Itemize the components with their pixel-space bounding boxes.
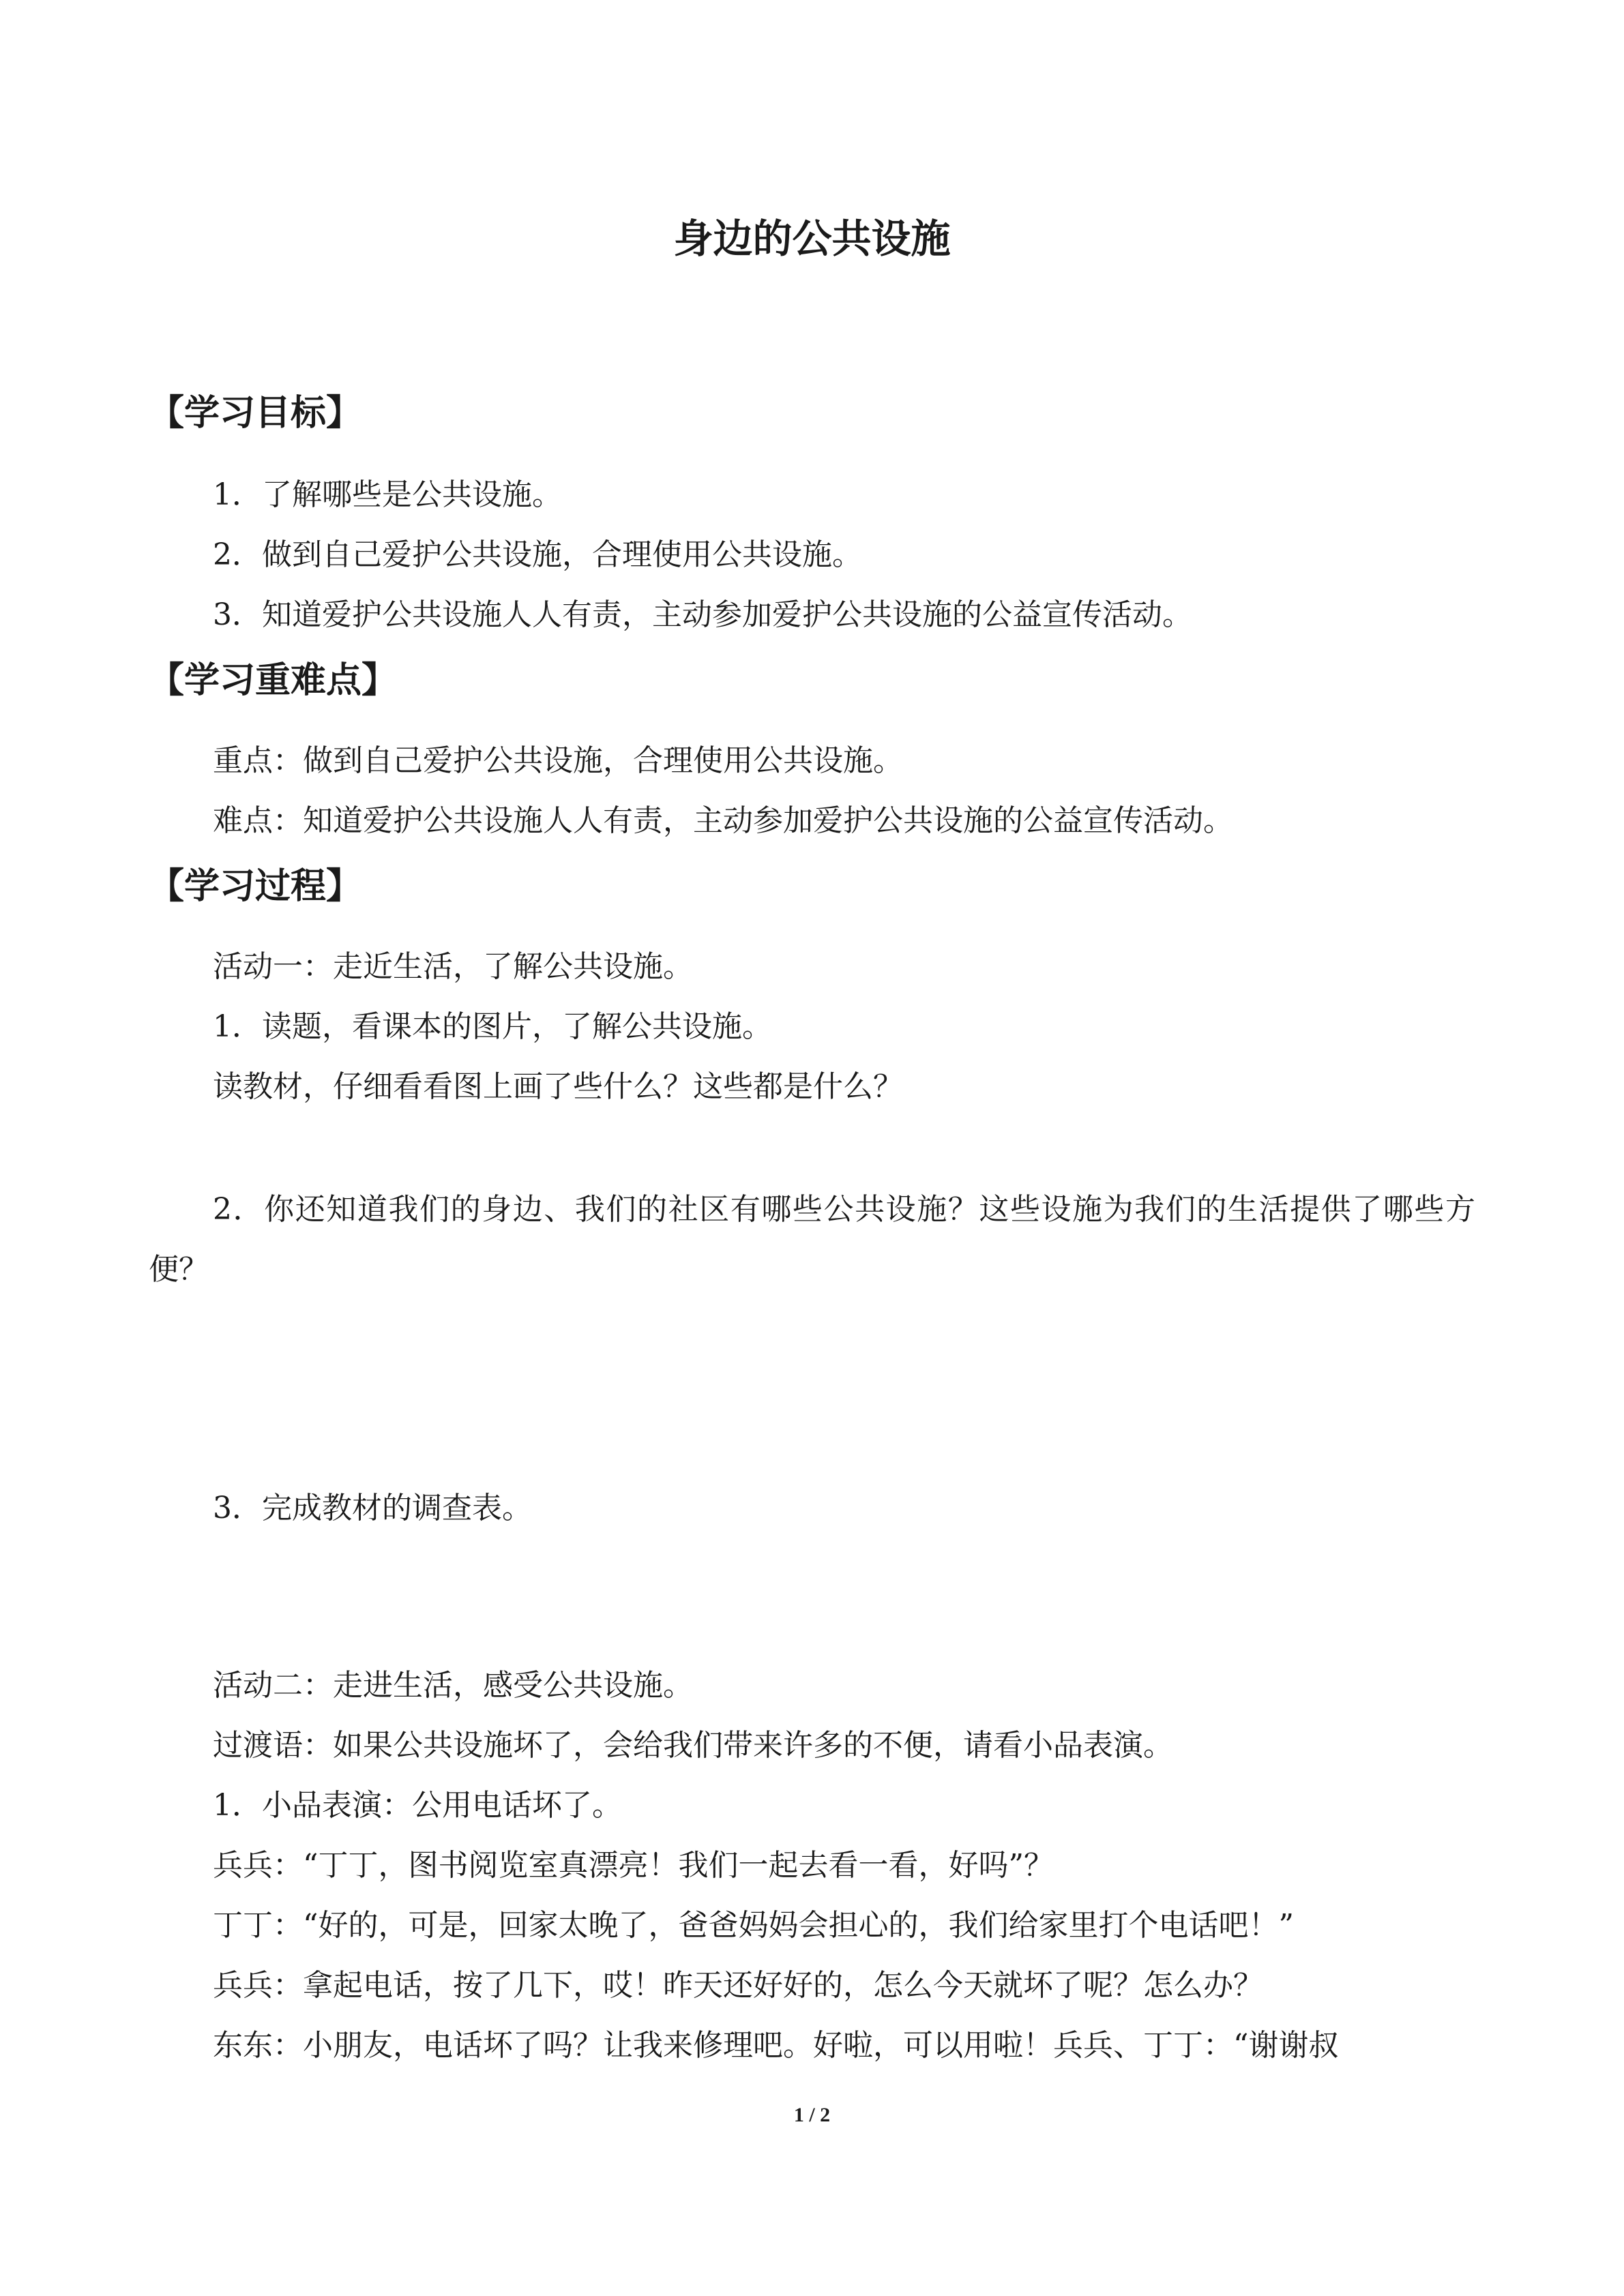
process-heading: 【学习过程】: [149, 866, 362, 907]
activity1-step1: 1．读题，看课本的图片，了解公共设施。: [213, 1009, 772, 1044]
activity2-transition: 过渡语：如果公共设施坏了，会给我们带来许多的不便，请看小品表演。: [213, 1728, 1173, 1763]
key-points-heading: 【学习重难点】: [149, 660, 398, 701]
goal-item-1: 1．了解哪些是公共设施。: [213, 477, 562, 512]
activity2-title: 活动二：走进生活，感受公共设施。: [213, 1668, 693, 1703]
activity1-title: 活动一：走近生活，了解公共设施。: [213, 949, 693, 984]
activity1-step2: 2．你还知道我们的身边、我们的社区有哪些公共设施？这些设施为我们的生活提供了哪些方便？: [149, 1192, 1475, 1287]
dialogue-line-3: 兵兵：拿起电话，按了几下，哎！昨天还好好的，怎么今天就坏了呢？怎么办？: [213, 1968, 1263, 2003]
skit-title: 1．小品表演：公用电话坏了。: [213, 1788, 622, 1823]
page-number: 1 / 2: [793, 2104, 831, 2126]
page-title: 身边的公共设施: [673, 215, 951, 262]
goals-heading: 【学习目标】: [149, 393, 362, 434]
dialogue-line-1: 兵兵：“丁丁，图书阅览室真漂亮！我们一起去看一看，好吗”？: [213, 1848, 1054, 1883]
dialogue-line-2: 丁丁：“好的，可是，回家太晚了，爸爸妈妈会担心的，我们给家里打个电话吧！”: [213, 1908, 1294, 1943]
activity1-step3: 3．完成教材的调查表。: [213, 1491, 532, 1525]
goal-item-3: 3．知道爱护公共设施人人有责，主动参加爱护公共设施的公益宣传活动。: [213, 597, 1192, 632]
goal-item-2: 2．做到自己爱护公共设施，合理使用公共设施。: [213, 537, 862, 572]
key-point-focus: 重点：做到自己爱护公共设施，合理使用公共设施。: [213, 743, 903, 778]
key-point-difficulty: 难点：知道爱护公共设施人人有责，主动参加爱护公共设施的公益宣传活动。: [213, 803, 1233, 838]
dialogue-line-4: 东东：小朋友，电话坏了吗？让我来修理吧。好啦，可以用啦！兵兵、丁丁：“谢谢叔: [213, 2028, 1339, 2063]
activity1-step1-detail: 读教材，仔细看看图上画了些什么？这些都是什么？: [213, 1069, 903, 1104]
